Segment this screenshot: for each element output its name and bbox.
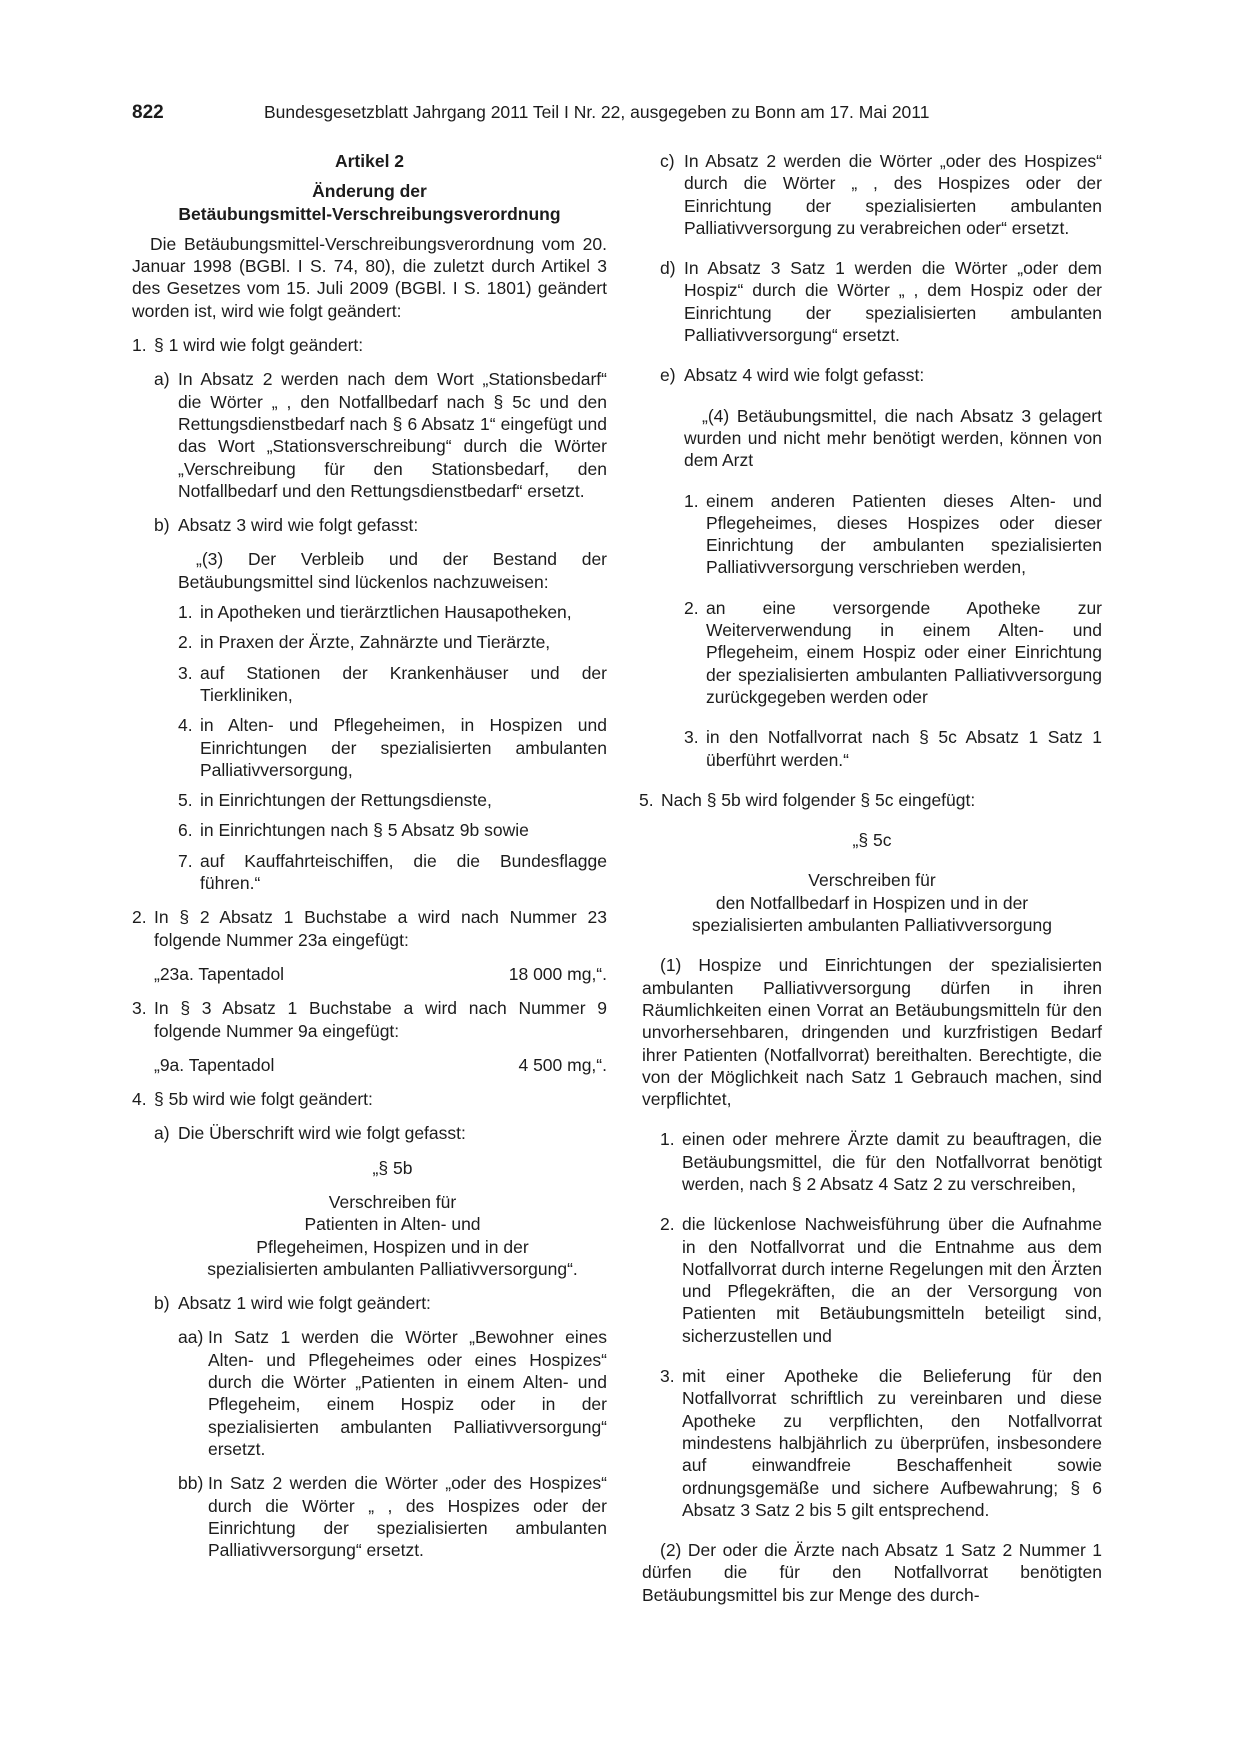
section-title-line: Pflegeheimen, Hospizen und in der: [256, 1236, 529, 1257]
list-item: 3. auf Stationen der Krankenhäuser und der Tierkliniken,: [178, 662, 607, 705]
list-item: 1. in Apotheken und tierärztlichen Hausapotheken,: [178, 602, 572, 623]
list-item: 2. die lückenlose Nachweisführung über die Aufnahme in den Notfallvorrat und die Entnahme aus dem Notfallvorrat durch interne Regelungen mit den Ärzten und Pflegekräften, die an der Versorgung von Patienten mit Betäubungsmitteln beteiligt sind, sicherzustellen und: [660, 1214, 1102, 1346]
list-item: e) Absatz 4 wird wie folgt gefasst:: [660, 365, 925, 386]
list-item: 2. an eine versorgende Apotheke zur Weiterverwendung in einem Alten- und Pflegeheim, einem Hospiz oder einer Einrichtung der spezialisierten ambulanten Palliativversorgung zurückgegeben werden oder: [684, 597, 1102, 707]
section-title-line: den Notfallbedarf in Hospizen und in der: [715, 892, 1029, 913]
list-item: 5. in Einrichtungen der Rettungsdienste,: [178, 790, 492, 811]
list-item: bb) In Satz 2 werden die Wörter „oder des Hospizes“ durch die Wörter „ , des Hospizes oder der Einrichtung der spezialisierten ambulanten Palliativversorgung“ ersetzt.: [178, 1473, 607, 1561]
list-item: a) In Absatz 2 werden nach dem Wort „Stationsbedarf“ die Wörter „ , den Notfallbedarf nach § 5c und den Rettungsdienstbedarf nach § 6 Absatz 1“ eingefügt und das Wort „Stationsverschreibung“ durch die Wörter „Verschreibung für den Stationsbedarf, den Notfallbedarf und den Rettungsdienstbedarf“ ersetzt.: [154, 369, 607, 501]
list-item: 5. Nach § 5b wird folgender § 5c eingefügt:: [639, 789, 976, 810]
list-item: b) Absatz 1 wird wie folgt geändert:: [154, 1293, 431, 1314]
header-title: Bundesgesetzblatt Jahrgang 2011 Teil I Nr. 22, ausgegeben zu Bonn am 17. Mai 2011: [264, 102, 930, 122]
section-title-line: spezialisierten ambulanten Palliativversorgung“.: [207, 1258, 578, 1279]
section-title-line: Patienten in Alten- und: [304, 1214, 481, 1235]
left-column: [132, 150, 607, 1561]
list-item: c) In Absatz 2 werden die Wörter „oder des Hospizes“ durch die Wörter „ , des Hospizes oder der Einrichtung der spezialisierten ambulanten Palliativversorgung zu verabreichen oder“ ersetzt.: [660, 151, 1102, 238]
quoted-paragraph: „(4) Betäubungsmittel, die nach Absatz 3 gelagert wurden und nicht mehr benötigt werden, können von dem Arzt: [684, 405, 1102, 471]
table-entry-23a: „23a. Tapentadol 18 000 mg,“.: [154, 963, 607, 984]
section-number: „§ 5c: [852, 830, 892, 851]
page-header: [132, 102, 1102, 132]
list-item: 3. in den Notfallvorrat nach § 5c Absatz 1 Satz 1 überführt werden.“: [684, 727, 1102, 770]
body-paragraph: (2) Der oder die Ärzte nach Absatz 1 Satz 2 Nummer 1 dürfen die für den Notfallvorrat benötigten Betäubungsmittel bis zur Menge des durch-: [642, 1540, 1102, 1605]
quoted-paragraph: „(3) Der Verbleib und der Bestand der Betäubungsmittel sind lückenlos nachzuweisen:: [178, 549, 607, 592]
list-item: 2. in Praxen der Ärzte, Zahnärzte und Tierärzte,: [178, 632, 551, 653]
list-item: 3. mit einer Apotheke die Belieferung für den Notfallvorrat schriftlich zu vereinbaren und diese Apotheke zu verpflichten, den Notfallvorrat mindestens halbjährlich zu überprüfen, insbesondere auf einwandfreie Beschaffenheit sowie ordnungsgemäße und sichere Aufbewahrung; § 6 Absatz 3 Satz 2 bis 5 gilt entsprechend.: [660, 1366, 1102, 1520]
table-entry-9a: „9a. Tapentadol 4 500 mg,“.: [154, 1054, 607, 1075]
section-title-line: Verschreiben für: [328, 1191, 457, 1212]
list-item: 4. § 5b wird wie folgt geändert:: [132, 1089, 373, 1110]
right-column: [639, 150, 1102, 1606]
article-heading-line-1: Änderung der: [312, 181, 427, 202]
section-title-line: spezialisierten ambulanten Palliativversorgung: [692, 915, 1052, 936]
list-item: 1. einem anderen Patienten dieses Alten- und Pflegeheimes, dieses Hospizes oder dieser Einrichtung der ambulanten spezialisierten Palliativversorgung verschrieben werden,: [684, 490, 1102, 578]
list-item: d) In Absatz 3 Satz 1 werden die Wörter „oder dem Hospiz“ durch die Wörter „ , dem Hospiz oder der Einrichtung der spezialisierten ambulanten Palliativversorgung“ ersetzt.: [660, 258, 1102, 346]
page-number: 822: [132, 102, 164, 123]
list-item: a) Die Überschrift wird wie folgt gefasst:: [154, 1123, 466, 1144]
section-title-line: Verschreiben für: [808, 870, 936, 891]
intro-paragraph: Die Betäubungsmittel-Verschreibungsverordnung vom 20. Januar 1998 (BGBl. I S. 74, 80), die zuletzt durch Artikel 3 des Gesetzes vom 15. Juli 2009 (BGBl. I S. 1801) geändert worden ist, wird wie folgt geändert:: [132, 233, 607, 321]
list-item: 1. § 1 wird wie folgt geändert:: [132, 335, 364, 356]
list-item: 7. auf Kauffahrteischiffen, die die Bundesflagge führen.“: [178, 850, 607, 894]
list-item: aa) In Satz 1 werden die Wörter „Bewohner eines Alten- und Pflegeheimes oder eines Hospizes“ durch die Wörter „Patienten in einem Alten- und Pflegeheim, einem Hospiz oder in der spezialisierten ambulanten Palliativversorgung“ ersetzt.: [178, 1327, 607, 1459]
list-item: 1. einen oder mehrere Ärzte damit zu beauftragen, die Betäubungsmittel, die für den Notfallvorrat benötigt werden, nach § 2 Absatz 4 Satz 2 zu verschreiben,: [660, 1129, 1102, 1194]
body-paragraph: (1) Hospize und Einrichtungen der spezialisierten ambulanten Palliativversorgung dürfen in ihren Räumlichkeiten einen Vorrat an Betäubungsmitteln für den unvorhersehbaren, dringenden und kurzfristigen Bedarf ihrer Patienten (Notfallvorrat) bereithalten. Berechtigte, die von der Möglichkeit nach Satz 1 Gebrauch machen, sind verpflichtet,: [642, 955, 1102, 1110]
list-item: 6. in Einrichtungen nach § 5 Absatz 9b sowie: [178, 820, 529, 841]
list-item: b) Absatz 3 wird wie folgt gefasst:: [154, 515, 419, 536]
article-title: Artikel 2: [334, 151, 405, 171]
list-item: 2. In § 2 Absatz 1 Buchstabe a wird nach Nummer 23 folgende Nummer 23a eingefügt:: [132, 907, 607, 950]
list-item: 3. In § 3 Absatz 1 Buchstabe a wird nach Nummer 9 folgende Nummer 9a eingefügt:: [132, 998, 607, 1041]
article-heading-line-2: Betäubungsmittel-Verschreibungsverordnung: [178, 203, 561, 224]
section-number: „§ 5b: [372, 1157, 413, 1178]
list-item: 4. in Alten- und Pflegeheimen, in Hospizen und Einrichtungen der spezialisierten ambulanten Palliativversorgung,: [178, 715, 607, 780]
